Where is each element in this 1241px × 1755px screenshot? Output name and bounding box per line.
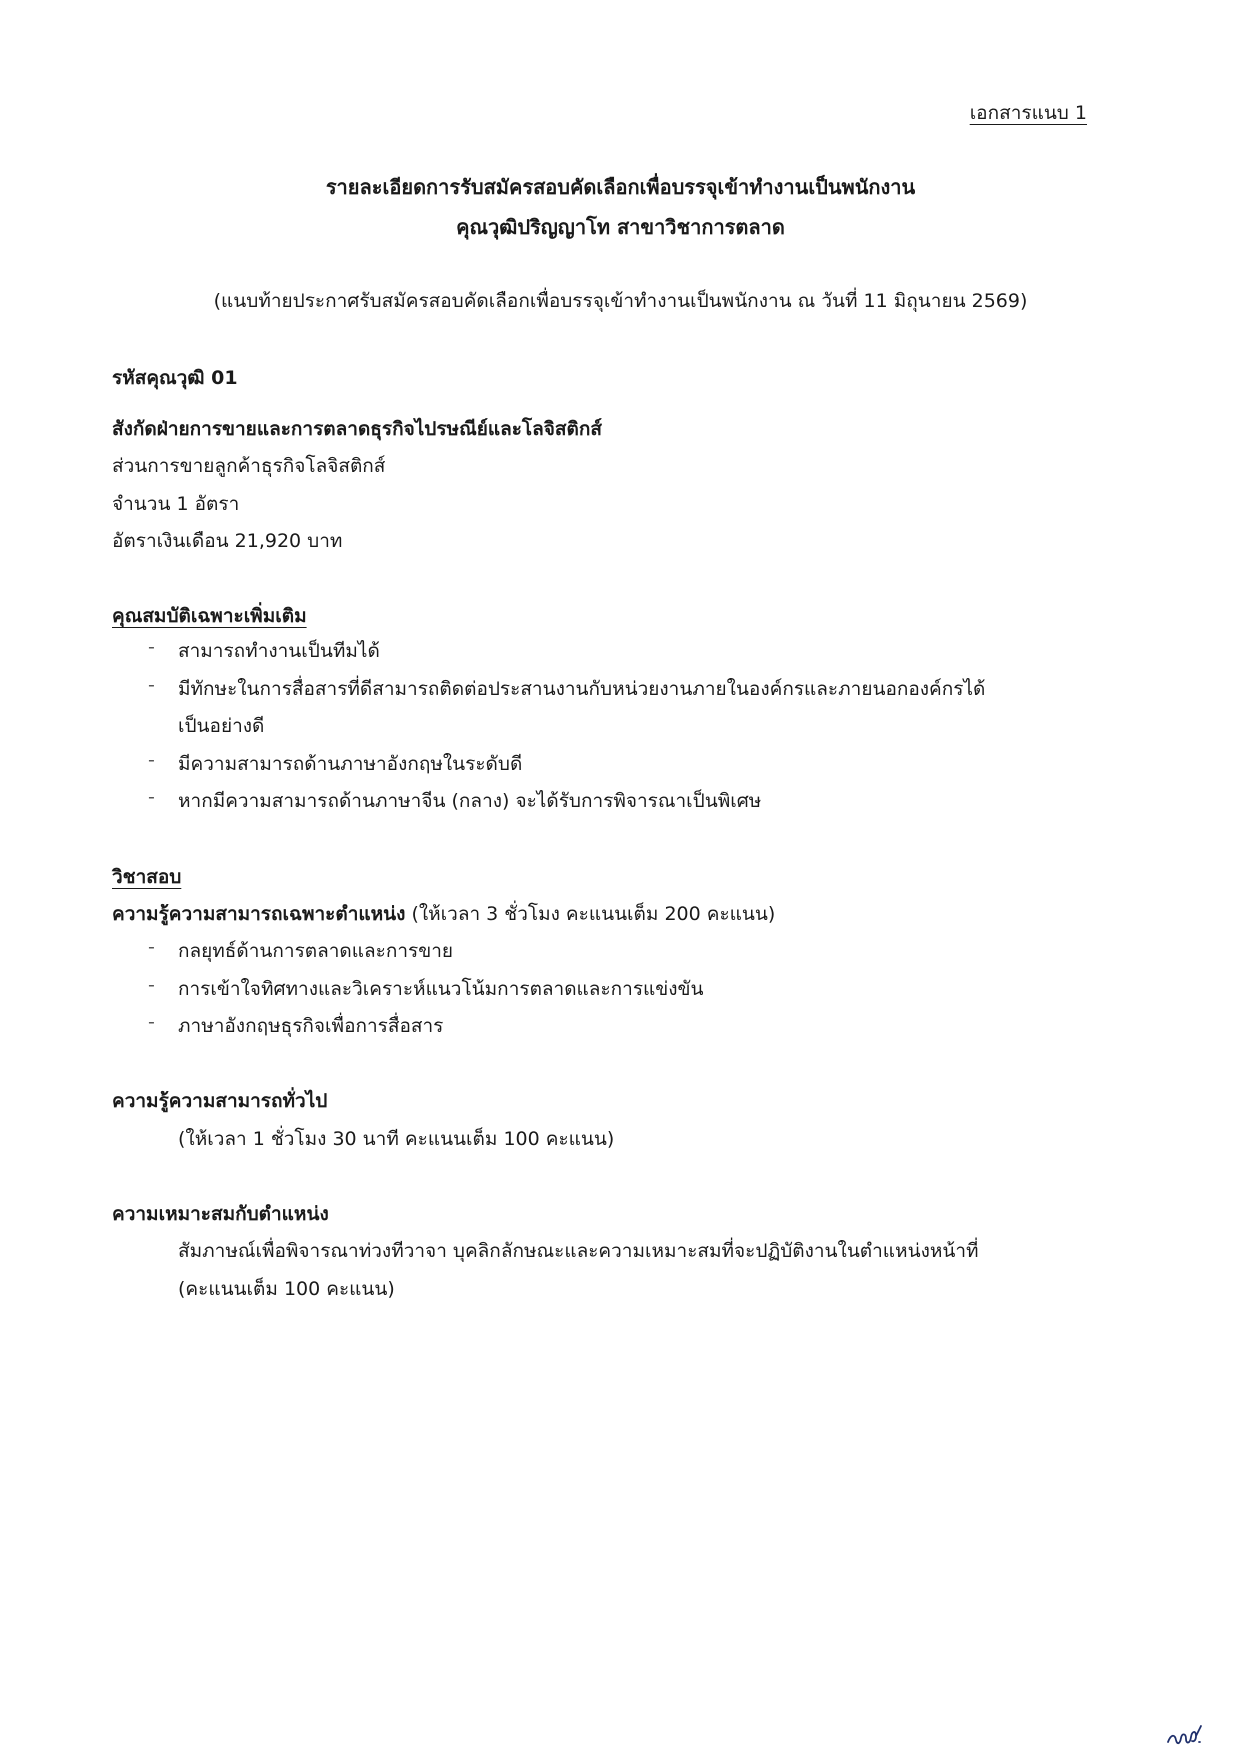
qualification-item-text: มีทักษะในการสื่อสารที่ดีสามารถติดต่อประสานงานกับหน่วยงานภายในองค์กรและภายนอกองค์กรได้ [178, 678, 986, 700]
general-knowledge-title: ความรู้ความสามารถทั่วไป [112, 1090, 328, 1112]
bullet-dash: - [148, 749, 155, 771]
bullet-dash: - [148, 674, 155, 696]
qualification-item-continuation: เป็นอย่างดี [178, 715, 265, 737]
qualifications-heading: คุณสมบัติเฉพาะเพิ่มเติม [112, 605, 307, 627]
specific-knowledge-line [112, 899, 775, 929]
specific-knowledge-detail: (ให้เวลา 3 ชั่วโมง คะแนนเต็ม 200 คะแนน) [405, 903, 776, 925]
bullet-dash: - [148, 786, 155, 808]
quota-text: จำนวน 1 อัตรา [112, 493, 240, 515]
document-title-line1: รายละเอียดการรับสมัครสอบคัดเลือกเพื่อบรรจุเข้าทำงานเป็นพนักงาน [325, 175, 916, 199]
qualification-item-text: มีความสามารถด้านภาษาอังกฤษในระดับดี [178, 753, 523, 775]
suitability-title: ความเหมาะสมกับตำแหน่ง [112, 1203, 329, 1225]
qualification-item-text: สามารถทำงานเป็นทีมได้ [178, 640, 380, 662]
exam-heading: วิชาสอบ [112, 866, 182, 888]
exam-topic-text: กลยุทธ์ด้านการตลาดและการขาย [178, 940, 454, 962]
attachment-label: เอกสารแนบ 1 [969, 102, 1087, 124]
bullet-dash: - [148, 636, 155, 658]
qualification-code: รหัสคุณวุฒิ 01 [112, 367, 238, 389]
suitability-detail: สัมภาษณ์เพื่อพิจารณาท่วงทีวาจา บุคลิกลักษณะและความเหมาะสมที่จะปฏิบัติงานในตำแหน่งหน้าที่ [178, 1240, 979, 1262]
bullet-dash: - [148, 936, 155, 958]
document-title-line2: คุณวุฒิปริญญาโท สาขาวิชาการตลาด [456, 215, 785, 239]
salary-text: อัตราเงินเดือน 21,920 บาท [112, 530, 343, 552]
suitability-score: (คะแนนเต็ม 100 คะแนน) [178, 1278, 395, 1300]
exam-topic-text: ภาษาอังกฤษธุรกิจเพื่อการสื่อสาร [178, 1015, 444, 1037]
document-subtitle: (แนบท้ายประกาศรับสมัครสอบคัดเลือกเพื่อบรรจุเข้าทำงานเป็นพนักงาน ณ วันที่ 11 มิถุนายน 2569) [213, 290, 1028, 312]
bullet-dash: - [148, 974, 155, 996]
handwritten-initials [1165, 1720, 1205, 1750]
department-heading: สังกัดฝ่ายการขายและการตลาดธุรกิจไปรษณีย์และโลจิสติกส์ [112, 418, 602, 440]
exam-topic-text: การเข้าใจทิศทางและวิเคราะห์แนวโน้มการตลาดและการแข่งขัน [178, 978, 704, 1000]
section-name: ส่วนการขายลูกค้าธุรกิจโลจิสติกส์ [112, 455, 386, 477]
general-knowledge-detail: (ให้เวลา 1 ชั่วโมง 30 นาที คะแนนเต็ม 100 คะแนน) [178, 1128, 615, 1150]
specific-knowledge-title: ความรู้ความสามารถเฉพาะตำแหน่ง [112, 903, 406, 925]
qualification-item-text: หากมีความสามารถด้านภาษาจีน (กลาง) จะได้รับการพิจารณาเป็นพิเศษ [178, 790, 762, 812]
bullet-dash: - [148, 1011, 155, 1033]
